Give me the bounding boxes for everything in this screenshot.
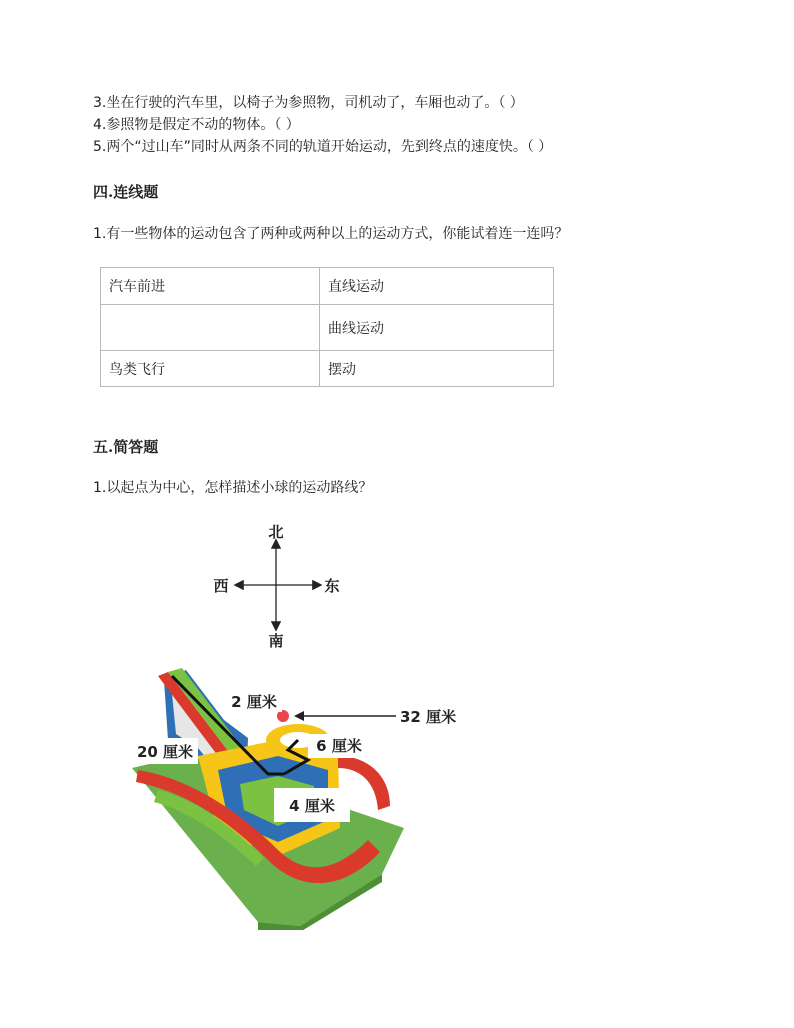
short-answer-question: 1.以起点为中心，怎样描述小球的运动路线？ xyxy=(93,480,373,496)
table-cell-right: 直线运动 xyxy=(320,268,554,305)
table-cell-left xyxy=(101,305,320,351)
section-heading-matching: 四.连线题 xyxy=(93,183,159,201)
table-row xyxy=(101,351,554,387)
matching-question: 1.有一些物体的运动包含了两种或两种以上的运动方式，你能试着连一连吗？ xyxy=(93,226,569,242)
judgement-item-3: 3.坐在行驶的汽车里，以椅子为参照物，司机动了，车厢也动了。（ ） xyxy=(93,95,524,111)
compass-label-south: 南 xyxy=(268,632,284,650)
table-cell-right: 摆动 xyxy=(320,351,554,387)
label-20cm: 20 厘米 xyxy=(136,743,194,761)
table-cell-right: 曲线运动 xyxy=(320,305,554,351)
label-4cm: 4 厘米 xyxy=(289,797,335,815)
compass-label-east: 东 xyxy=(324,577,340,595)
compass-label-west: 西 xyxy=(213,577,229,595)
label-32cm: 32 厘米 xyxy=(400,708,457,726)
table-row xyxy=(101,268,554,305)
matching-table xyxy=(100,267,554,387)
label-2cm: 2 厘米 xyxy=(231,693,277,711)
section-heading-short-answer: 五.简答题 xyxy=(93,438,159,456)
marble-track-diagram xyxy=(128,660,468,930)
judgement-item-4: 4.参照物是假定不动的物体。（ ） xyxy=(93,117,300,133)
label-6cm: 6 厘米 xyxy=(316,737,362,755)
table-row xyxy=(101,305,554,351)
table-cell-left: 汽车前进 xyxy=(101,268,320,305)
judgement-item-5: 5.两个“过山车”同时从两条不同的轨道开始运动，先到终点的速度快。（ ） xyxy=(93,139,553,155)
compass-label-north: 北 xyxy=(268,523,284,541)
table-cell-left: 鸟类飞行 xyxy=(101,351,320,387)
ball-pointer-arrow-icon xyxy=(294,711,304,721)
compass-diagram xyxy=(200,515,360,655)
